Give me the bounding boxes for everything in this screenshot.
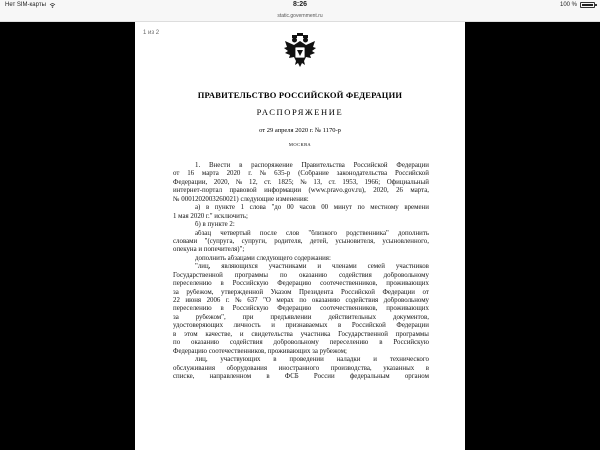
document-line: интернет-портал правовой информации (www.pravo.gov.ru), 2020, 26 марта, [173,187,429,195]
status-bar [0,0,600,12]
address-bar[interactable] [0,12,600,22]
document-line: по оказанию содействия добровольному переселению в Российскую [173,339,429,347]
url-text[interactable]: static.government.ru [277,13,323,19]
document-line: за рубежом", при предъявлении действительных документов, [173,313,429,321]
document-line: за рубежом, утвержденной Указом Президента Российской Федерации от [173,288,429,296]
document-line: абзац четвертый после слов "близкого родственника" дополнить [195,229,429,237]
document-line: 1. Внести в распоряжение Правительства Российской Федерации [195,162,429,169]
document-title: ПРАВИТЕЛЬСТВО РОССИЙСКОЙ ФЕДЕРАЦИИ [197,90,403,100]
document-line: словами "(супруга, супруги, родителя, детей, усыновителя, усыновленного, [173,237,429,245]
document-line: списке, направленном в ФСБ России федеральным органом [173,372,429,380]
document-line: опекуна и попечителя)"; [173,246,245,254]
document-date-number: от 29 апреля 2020 г. № 1170-р [259,127,341,134]
document-line: Федерацию соотечественников, проживающих за рубежом; [173,347,347,355]
document-line: б) в пункте 2: [195,221,235,229]
document-body [173,162,429,381]
status-time: 8:26 [292,1,307,8]
document-line: а) в пункте 1 слова "до 00 часов 00 минут по местному времени [195,204,429,212]
document-line: Федерации, 2020, № 12, ст. 1825; № 13, ст. 1953, 1966; Официальный [173,178,429,186]
battery-icon [580,2,595,8]
document-line: удостоверяющих личность и признаваемых в Российской Федерации [173,322,429,330]
document-line: переселению в Российскую Федерацию соотечественников, проживающих [173,280,429,288]
document-line: от 16 марта 2020 г. № 635-р (Собрание законодательства Российской [173,170,429,178]
document-line: лиц, участвующих в проведении наладки и технического [195,356,429,364]
document-line: "лиц, являющихся участниками и членами семей участников [195,263,429,271]
document-line: обслуживания оборудования иностранного производства, указанных в [173,364,429,372]
pdf-page[interactable] [135,22,465,450]
document-line: дополнить абзацами следующего содержания: [195,254,331,262]
carrier-label: Нет SIM-карты [5,2,46,8]
document-line: 22 июня 2006 г. № 637 "О мерах по оказанию содействия добровольному [173,297,429,304]
document-line: Государственной программы по оказанию содействия добровольному [173,271,429,279]
document-line: переселению в Российскую Федерацию соотечественников, проживающих [173,305,429,313]
battery-percent: 100 % [559,2,577,8]
page-indicator: 1 из 2 [143,30,160,36]
document-type: РАСПОРЯЖЕНИЕ [256,107,344,117]
document-line: 1 мая 2020 г." исключить; [173,212,248,220]
document-line: в этом качестве, и свидетельства участника Государственной программы [173,330,429,338]
document-city: МОСКВА [288,142,312,147]
coat-of-arms-icon [283,32,317,70]
document-line: № 0001202003260021) следующие изменения: [173,195,309,203]
status-right [560,2,595,8]
